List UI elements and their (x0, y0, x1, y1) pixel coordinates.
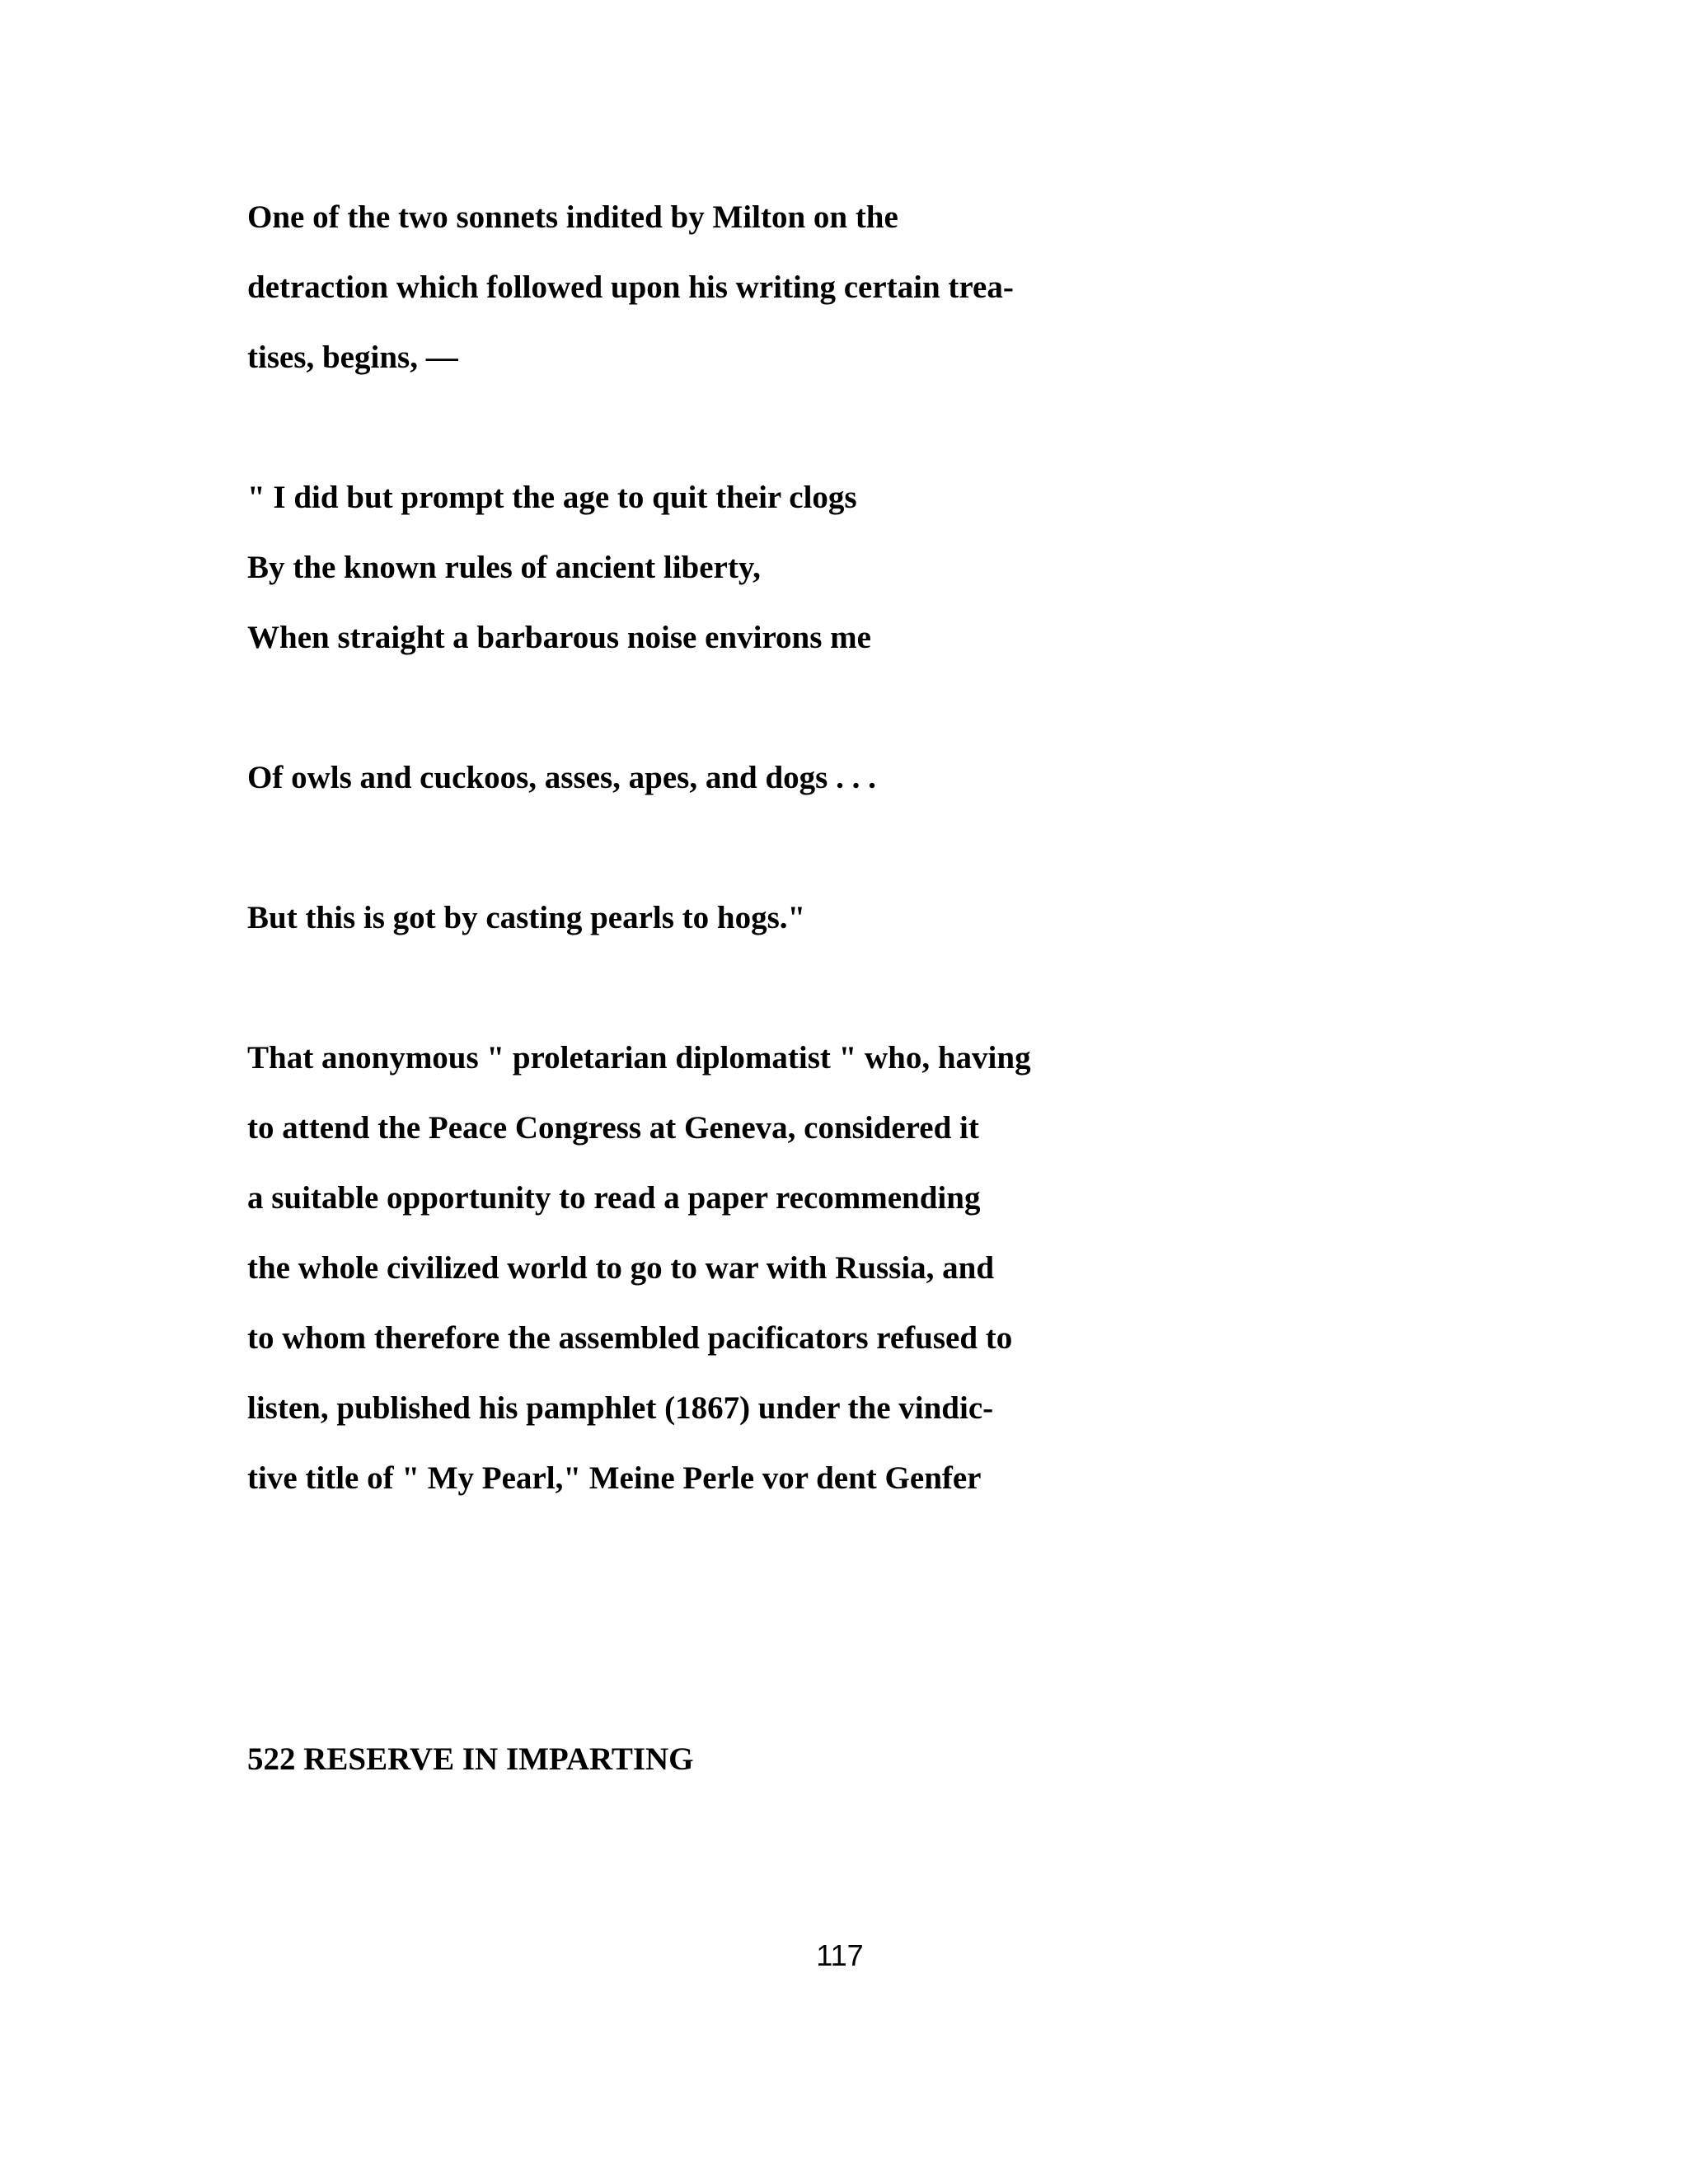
page-number: 117 (816, 1938, 864, 1972)
paragraph2-line-3: a suitable opportunity to read a paper recommending (247, 1180, 981, 1216)
paragraph1-line-3: tises, begins, — (247, 340, 458, 375)
paragraph2-line-6: listen, published his pamphlet (1867) under the vindic- (247, 1390, 994, 1426)
paragraph2-line-2: to attend the Peace Congress at Geneva, considered it (247, 1110, 979, 1146)
running-header: 522 RESERVE IN IMPARTING (247, 1741, 694, 1777)
paragraph2-line-4: the whole civilized world to go to war with Russia, and (247, 1250, 995, 1286)
paragraph2-line-7: tive title of " My Pearl," Meine Perle vor dent Genfer (247, 1460, 982, 1496)
quote-line-5: But this is got by casting pearls to hogs." (247, 900, 806, 935)
paragraph1-line-1: One of the two sonnets indited by Milton on the (247, 199, 898, 235)
paragraph2-line-5: to whom therefore the assembled pacificators refused to (247, 1320, 1013, 1356)
paragraph1-line-2: detraction which followed upon his writing certain trea- (247, 269, 1014, 305)
quote-line-4: Of owls and cuckoos, asses, apes, and dogs . . . (247, 760, 876, 795)
paragraph2-line-1: That anonymous " proletarian diplomatist " who, having (247, 1040, 1031, 1076)
quote-line-2: By the known rules of ancient liberty, (247, 550, 761, 585)
quote-line-3: When straight a barbarous noise environs me (247, 620, 871, 655)
quote-line-1: " I did but prompt the age to quit their clogs (247, 480, 857, 515)
